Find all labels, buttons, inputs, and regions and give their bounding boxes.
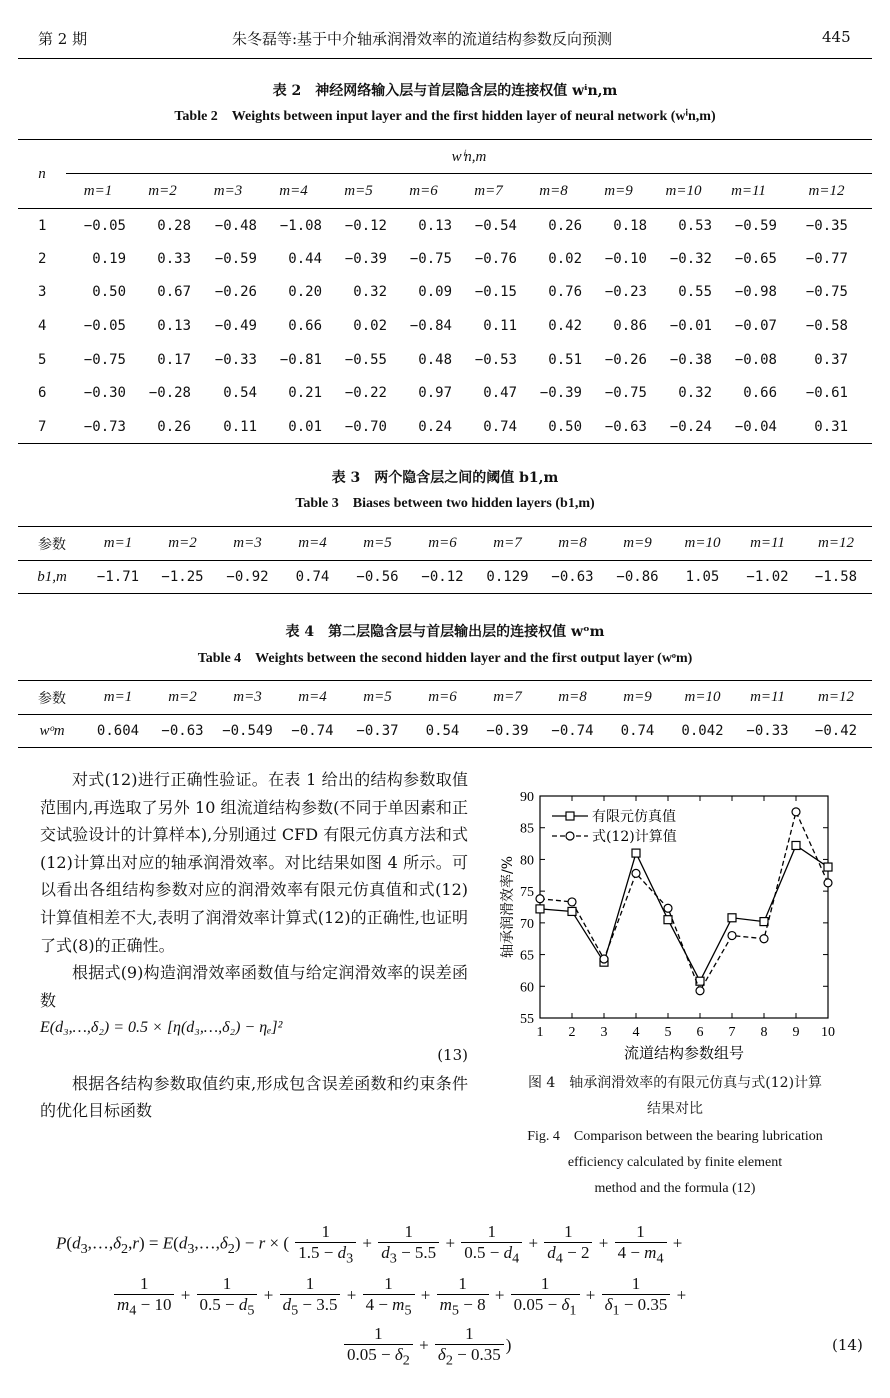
legend-label: 式(12)计算值 (592, 829, 677, 845)
figure-caption-cn-2: 结果对比 (647, 1101, 703, 1117)
data-point-square (696, 977, 704, 985)
table-cell: 0.51 (548, 351, 582, 368)
table4-col-header: m=5 (363, 689, 392, 705)
table2-col-header: m=9 (604, 182, 633, 199)
table-cell: −0.63 (604, 418, 647, 435)
table-row (18, 376, 872, 410)
table-cell: −0.05 (83, 217, 126, 234)
legend-label: 有限元仿真值 (592, 809, 676, 825)
row-index: 7 (38, 418, 47, 435)
table-cell: 0.74 (483, 418, 517, 435)
table-cell: 0.26 (548, 217, 582, 234)
table-cell: −0.65 (734, 250, 777, 267)
table-row (18, 242, 872, 276)
table-cell: −0.48 (214, 217, 257, 234)
running-title: 朱冬磊等:基于中介轴承润滑效率的流道结构参数反向预测 (232, 30, 613, 48)
table-cell: 0.74 (295, 569, 330, 585)
table-cell: −0.98 (734, 284, 777, 301)
table-cell: 0.42 (548, 318, 582, 335)
table-cell: 0.53 (678, 217, 712, 234)
y-tick-label: 70 (520, 916, 534, 932)
table-cell: −0.23 (604, 284, 647, 301)
table-cell: 0.86 (613, 318, 647, 335)
table-cell: 1.05 (685, 569, 720, 585)
table-cell: −0.28 (148, 385, 191, 402)
table4-row-label: wᵒm (39, 722, 65, 739)
table2-col-header: m=4 (279, 182, 308, 199)
figure-caption-en-2: efficiency calculated by finite element (567, 1155, 783, 1170)
table-cell: −1.71 (96, 569, 140, 585)
table-cell: −0.56 (356, 569, 399, 585)
row-index: 3 (38, 284, 47, 301)
table3-col-header: m=4 (298, 535, 327, 551)
table3-param-label: 参数 (38, 536, 66, 553)
figure-caption-cn-1: 图 4 轴承润滑效率的有限元仿真与式(12)计算 (527, 1075, 823, 1091)
table-row (18, 410, 872, 444)
data-point-circle (792, 808, 800, 816)
issue-number: 第 2 期 (38, 30, 88, 48)
table-cell: −0.26 (214, 284, 257, 301)
y-axis-label: 轴承润滑效率/% (500, 855, 516, 959)
table-cell: −0.86 (616, 569, 659, 585)
table-cell: −1.25 (161, 569, 204, 585)
x-tick-label: 8 (760, 1025, 768, 1040)
row-index: 6 (38, 385, 47, 402)
y-tick-label: 55 (520, 1012, 534, 1027)
table-cell: 0.11 (223, 418, 257, 435)
table-cell: −0.49 (214, 318, 257, 335)
table-cell: −0.77 (805, 250, 848, 267)
table-cell: −0.04 (734, 418, 777, 435)
table-cell: −1.08 (279, 217, 322, 234)
table4-caption-cn: 表 4 第二层隐含层与首层输出层的连接权值 wᵒm (285, 624, 605, 640)
table-cell: −0.08 (734, 351, 777, 368)
table-cell: −0.39 (344, 250, 387, 267)
equation-14-line-1: $P(d_3,\dots,\delta_2,r)$ = $E(d_3,\dots,\delta_2) - r$ × ( $\frac{1}{1.5 - d_3}$ + $\frac{1}{d_3 - 5.5}$ + $\frac{1}{0.5 - d_4}$ + $\frac{1}{d_4 - 2}$ + $\frac{1}{4 - m_4}$ + (56, 1222, 683, 1267)
table2-col-header: m=3 (213, 182, 243, 199)
table3-col-header: m=8 (558, 535, 587, 551)
table-cell: 0.21 (288, 385, 322, 402)
data-point-square (760, 918, 768, 926)
table-cell: −0.07 (734, 318, 777, 335)
y-tick-label: 65 (520, 948, 534, 964)
page-number: 445 (822, 28, 851, 46)
table2-col-header: m=10 (665, 182, 702, 199)
table3-caption-en: Table 3 Biases between two hidden layers (b1,m) (295, 496, 595, 511)
table3-col-header: m=6 (428, 535, 457, 551)
table-cell: 0.37 (814, 351, 848, 368)
table-cell: −0.59 (734, 217, 777, 234)
data-point-square (728, 914, 736, 922)
row-index: 2 (38, 250, 47, 267)
table-row (18, 276, 872, 310)
table-cell: 0.09 (418, 284, 452, 301)
figure-caption-en-1: Fig. 4 Comparison between the bearing lubrication (527, 1129, 823, 1144)
table-cell: −0.39 (486, 723, 529, 739)
table-cell: −0.74 (291, 723, 334, 739)
table-cell: −0.32 (669, 250, 712, 267)
table2-caption-cn: 表 2 神经网络输入层与首层隐含层的连接权值 wⁱn,m (272, 83, 618, 99)
table4-col-header: m=7 (493, 689, 522, 705)
table-cell: 0.66 (743, 385, 777, 402)
table3-col-header: m=10 (684, 535, 721, 551)
table-cell: −0.76 (474, 250, 517, 267)
table-cell: 0.11 (483, 318, 517, 335)
table4-col-header: m=1 (103, 689, 133, 705)
table-cell: −0.84 (409, 318, 452, 335)
data-point-circle (536, 895, 544, 903)
table-cell: 0.97 (418, 385, 452, 402)
table-cell: −0.26 (604, 351, 647, 368)
table-cell: −0.01 (669, 318, 712, 335)
table2-col-header: m=12 (808, 182, 845, 199)
table3-col-header: m=1 (103, 535, 133, 551)
x-tick-label: 2 (568, 1025, 576, 1040)
table-cell: 0.74 (620, 723, 655, 739)
data-point-circle (728, 932, 736, 940)
table2-col-header: m=11 (731, 182, 766, 199)
table-cell: −0.61 (805, 385, 848, 402)
table-cell: 0.13 (418, 217, 452, 234)
table-cell: −0.53 (474, 351, 517, 368)
table-cell: −0.54 (474, 217, 517, 234)
table4-col-header: m=11 (750, 689, 785, 705)
table-cell: −0.58 (805, 318, 848, 335)
table-cell: 0.01 (288, 418, 322, 435)
table-cell: 0.50 (92, 284, 126, 301)
table-cell: 0.54 (223, 385, 257, 402)
row-index: 4 (38, 318, 47, 335)
table-cell: −0.22 (344, 385, 387, 402)
data-point-square (664, 916, 672, 924)
table-cell: −0.92 (226, 569, 269, 585)
group-header: wⁱn,m (451, 149, 487, 165)
data-point-square (568, 907, 576, 915)
row-header: n (38, 165, 46, 182)
x-tick-label: 4 (632, 1025, 640, 1040)
series-line-2 (540, 812, 828, 991)
equation-14-line-2: $\frac{1}{m_4 - 10}$ + $\frac{1}{0.5 - d_5}$ + $\frac{1}{d_5 - 3.5}$ + $\frac{1}{4 - m_5}$ + $\frac{1}{m_5 - 8}$ + $\frac{1}{0.05 - \delta_1}$ + $\frac{1}{\delta_1 - 0.35}$ + (112, 1274, 686, 1319)
table-cell: −0.35 (805, 217, 848, 234)
table3-col-header: m=9 (623, 535, 652, 551)
table-cell: −0.75 (604, 385, 647, 402)
y-tick-label: 85 (520, 821, 534, 837)
equation-13: E(d₃,…,δ₂) = 0.5 × [η(d₃,…,δ₂) − ηₑ]² (40, 1019, 283, 1037)
data-point-circle (696, 987, 704, 995)
table-cell: 0.66 (288, 318, 322, 335)
table2-col-header: m=8 (539, 182, 568, 199)
equation-13-number: (13) (437, 1045, 468, 1064)
table-cell: −0.59 (214, 250, 257, 267)
table4-col-header: m=9 (623, 689, 652, 705)
legend-marker-square (566, 812, 574, 820)
table-cell: −0.30 (83, 385, 126, 402)
table-cell: 0.02 (353, 318, 387, 335)
paragraph-objective: 根据各结构参数取值约束,形成包含误差函数和约束条件的优化目标函数 (40, 1073, 468, 1121)
table-cell: −0.63 (161, 723, 204, 739)
table4 (18, 680, 872, 748)
table4-col-header: m=4 (298, 689, 327, 705)
table-cell: −0.24 (669, 418, 712, 435)
table-cell: −0.12 (421, 569, 464, 585)
data-point-circle (824, 879, 832, 887)
table-cell: −0.63 (551, 569, 594, 585)
row-index: 5 (38, 351, 47, 368)
table-cell: −0.10 (604, 250, 647, 267)
table-cell: 0.76 (548, 284, 582, 301)
table-row (18, 209, 872, 243)
table-cell: 0.042 (681, 723, 724, 739)
table-cell: 0.18 (613, 217, 647, 234)
table-cell: 0.19 (92, 250, 126, 267)
paragraph-verification: 对式(12)进行正确性验证。在表 1 给出的结构参数取值范围内,再选取了另外 10 组流道结构参数(不同于单因素和正交试验设计的计算样本),分别通过 CFD 有限元仿真方法和式(12)计算出对应的轴承润滑效率。对比结果如图 4 所示。可以看出各组结构参数对应的润滑效率有限元仿真值和式(12)计算值相差不大,表明了润滑效率计算式(12)的正确性,也证明了式(8)的正确性。 (40, 770, 468, 955)
table-cell: 0.24 (418, 418, 452, 435)
table-cell: −0.73 (83, 418, 126, 435)
x-tick-label: 5 (664, 1025, 672, 1040)
plot-frame (540, 796, 828, 1018)
table-cell: 0.55 (678, 284, 712, 301)
equation-14-line-3: $\frac{1}{0.05 - \delta_2}$ + $\frac{1}{\delta_2 - 0.35}$ ) (342, 1324, 511, 1369)
table-cell: −0.33 (746, 723, 789, 739)
table3 (18, 526, 872, 594)
y-tick-label: 80 (520, 853, 534, 869)
table-cell: −0.39 (539, 385, 582, 402)
data-point-circle (568, 898, 576, 906)
data-point-square (632, 849, 640, 857)
table-cell: −0.81 (279, 351, 322, 368)
table4-caption-en: Table 4 Weights between the second hidden layer and the first output layer (wᵒm) (197, 651, 693, 666)
table3-col-header: m=3 (233, 535, 262, 551)
table3-col-header: m=5 (363, 535, 392, 551)
table-cell: 0.26 (157, 418, 191, 435)
table-row (18, 309, 872, 343)
table2-col-header: m=5 (344, 182, 373, 199)
table-row (18, 561, 872, 594)
table-cell: −0.55 (344, 351, 387, 368)
table-cell: −0.75 (83, 351, 126, 368)
table-cell: −0.42 (814, 723, 858, 739)
table-cell: −1.02 (746, 569, 789, 585)
x-axis-label: 流道结构参数组号 (623, 1044, 745, 1062)
figure-caption-en-3: method and the formula (12) (594, 1181, 756, 1196)
table-cell: 0.13 (157, 318, 191, 335)
table2 (18, 139, 872, 444)
table4-col-header: m=2 (168, 689, 197, 705)
table-cell: 0.28 (157, 217, 191, 234)
table4-col-header: m=3 (233, 689, 262, 705)
data-point-circle (600, 955, 608, 963)
table-row (18, 715, 872, 748)
table4-col-header: m=6 (428, 689, 457, 705)
table-cell: 0.48 (418, 351, 452, 368)
y-tick-label: 75 (520, 885, 534, 901)
table4-param-label: 参数 (38, 690, 66, 707)
table-cell: −0.37 (356, 723, 399, 739)
header-rule (18, 58, 872, 59)
table-cell: 0.31 (814, 418, 848, 435)
table-cell: 0.47 (483, 385, 517, 402)
table-cell: −0.549 (222, 723, 273, 739)
body-text (40, 766, 468, 1125)
table-cell: −0.38 (669, 351, 712, 368)
table-cell: −0.75 (805, 284, 848, 301)
paragraph-error-function: 根据式(9)构造润滑效率函数值与给定润滑效率的误差函数 (40, 963, 468, 1010)
x-tick-label: 9 (792, 1025, 800, 1040)
table-row (18, 343, 872, 377)
table-cell: 0.20 (288, 284, 322, 301)
data-point-square (536, 905, 544, 913)
x-tick-label: 10 (821, 1025, 835, 1040)
table-cell: 0.67 (157, 284, 191, 301)
data-point-circle (760, 935, 768, 943)
table-cell: −0.15 (474, 284, 517, 301)
x-tick-label: 6 (696, 1025, 704, 1040)
table-cell: −1.58 (814, 569, 858, 585)
table-cell: −0.12 (344, 217, 387, 234)
table-cell: 0.32 (353, 284, 387, 301)
table4-col-header: m=12 (818, 689, 854, 705)
data-point-circle (664, 904, 672, 912)
table-cell: 0.32 (678, 385, 712, 402)
data-point-circle (632, 869, 640, 877)
x-tick-label: 7 (728, 1025, 736, 1040)
series-line-1 (540, 845, 828, 981)
table-cell: 0.604 (96, 723, 140, 739)
table-cell: 0.50 (548, 418, 582, 435)
table-cell: −0.05 (83, 318, 126, 335)
table3-caption-cn: 表 3 两个隐含层之间的阈值 b1,m (331, 470, 559, 486)
table-cell: −0.70 (344, 418, 387, 435)
table-cell: 0.129 (486, 569, 529, 585)
table-cell: 0.02 (548, 250, 582, 267)
table-cell: 0.54 (425, 723, 460, 739)
table-cell: 0.17 (157, 351, 191, 368)
equation-14-number: (14) (832, 1336, 863, 1354)
x-tick-label: 3 (600, 1025, 608, 1040)
table2-caption-en: Table 2 Weights between input layer and the first hidden layer of neural network (wⁱn,m) (174, 109, 716, 124)
data-point-square (792, 841, 800, 849)
table2-col-header: m=7 (474, 182, 503, 199)
table2-col-header: m=6 (409, 182, 438, 199)
x-tick-label: 1 (536, 1025, 544, 1040)
table-cell: −0.75 (409, 250, 452, 267)
table3-col-header: m=11 (750, 535, 785, 551)
legend-marker-circle (566, 832, 574, 840)
table-cell: −0.33 (214, 351, 257, 368)
table3-col-header: m=7 (493, 535, 522, 551)
table-cell: 0.44 (288, 250, 322, 267)
table-cell: 0.33 (157, 250, 191, 267)
table-cell: −0.74 (551, 723, 594, 739)
table3-col-header: m=12 (818, 535, 854, 551)
table3-col-header: m=2 (168, 535, 197, 551)
figure-4-chart (488, 782, 860, 1072)
table4-col-header: m=10 (684, 689, 721, 705)
table2-col-header: m=1 (83, 182, 113, 199)
table3-row-label: b1,m (37, 568, 67, 585)
y-tick-label: 90 (520, 790, 534, 805)
row-index: 1 (38, 217, 47, 234)
data-point-square (824, 863, 832, 871)
table4-col-header: m=8 (558, 689, 587, 705)
y-tick-label: 60 (520, 980, 534, 996)
table2-col-header: m=2 (148, 182, 177, 199)
